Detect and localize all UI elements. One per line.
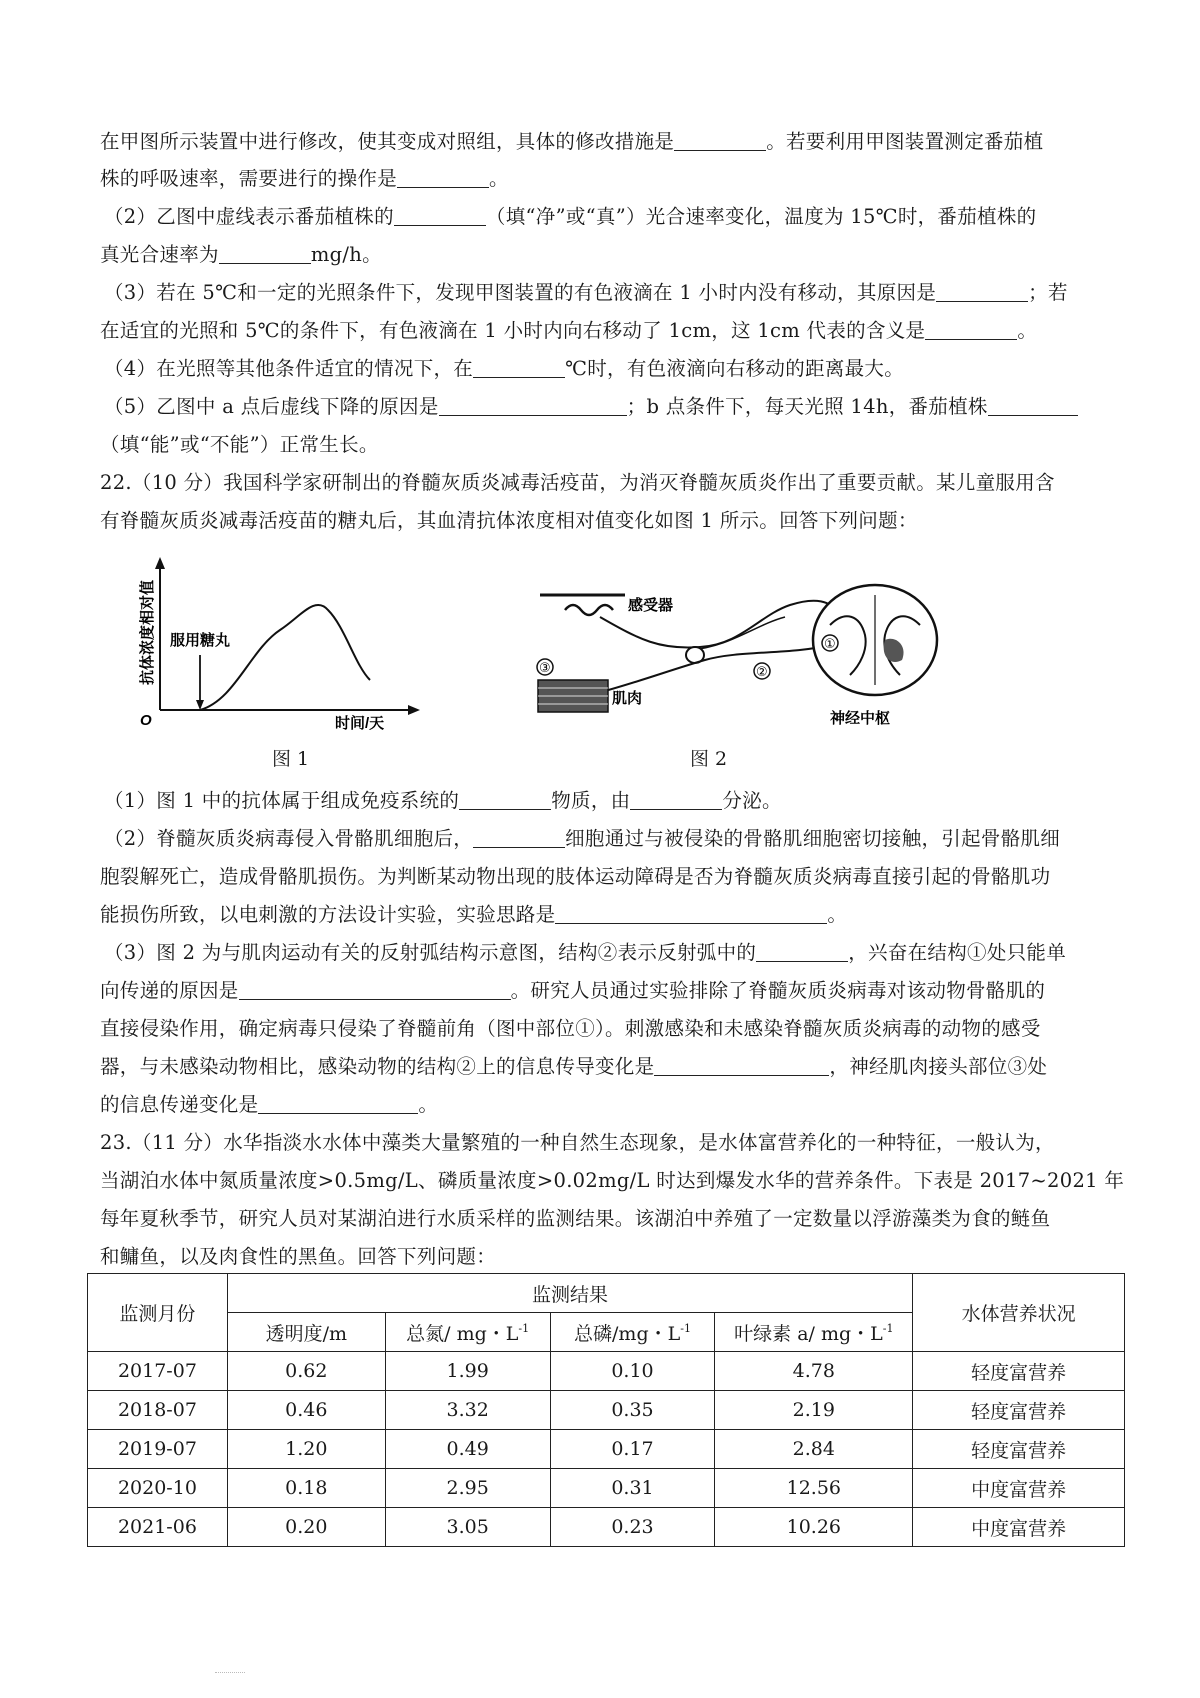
- table-row: [88, 1430, 1125, 1469]
- header-chlorophyll: [715, 1313, 913, 1352]
- header-month: 监测月份: [88, 1274, 228, 1352]
- text: 。: [489, 167, 509, 190]
- q22-part-3-cont3: [100, 1048, 1110, 1086]
- efferent-nerve: [590, 645, 830, 695]
- water-quality-table: [87, 1273, 1125, 1547]
- text: （填“净”或“真”）光合速率变化，温度为 15℃时，番茄植株的: [485, 205, 1037, 228]
- cell-phosphorus: 0.23: [550, 1508, 715, 1547]
- header-chlorophyll-text: 叶绿素 a/ mg・L: [734, 1322, 883, 1345]
- unit-exponent: -1: [680, 1321, 691, 1335]
- q22-part-1: [104, 782, 1114, 820]
- table-row: [88, 1391, 1125, 1430]
- answer-blank[interactable]: [473, 829, 565, 848]
- text: ；b 点条件下，每天光照 14h，番茄植株: [626, 395, 988, 418]
- text: （填“能”或“不能”）正常生长。: [100, 433, 379, 456]
- header-result: 监测结果: [227, 1274, 912, 1313]
- table-row: [88, 1469, 1125, 1508]
- q23-line-1: [100, 1124, 1110, 1162]
- cell-month: 2019-07: [88, 1430, 228, 1469]
- q22-part-3: [104, 934, 1114, 972]
- text: ℃时，有色液滴向右移动的距离最大。: [565, 357, 905, 380]
- answer-blank[interactable]: [654, 1057, 829, 1076]
- text: （2）脊髓灰质炎病毒侵入骨骼肌细胞后，: [104, 827, 474, 850]
- q21-part-2-cont: [100, 236, 1110, 274]
- figure-2-caption: 图 2: [690, 748, 728, 770]
- cell-month: 2021-06: [88, 1508, 228, 1547]
- q22-part-3-cont: [100, 972, 1110, 1010]
- answer-blank[interactable]: [258, 1095, 418, 1114]
- marker-1: ①: [824, 637, 836, 652]
- cell-status: 中度富营养: [913, 1469, 1125, 1508]
- unit-exponent: -1: [518, 1321, 530, 1335]
- x-axis-arrow: [408, 705, 420, 715]
- cell-month: 2018-07: [88, 1391, 228, 1430]
- cell-status: 轻度富营养: [913, 1430, 1125, 1469]
- text: ，兴奋在结构①处只能单: [848, 941, 1067, 964]
- header-nitrogen-text: 总氮/ mg・L: [406, 1322, 519, 1345]
- cell-nitrogen: 3.32: [385, 1391, 550, 1430]
- text: ，神经肌肉接头部位③处: [829, 1055, 1048, 1078]
- unit-exponent: -1: [882, 1321, 894, 1335]
- answer-blank[interactable]: [630, 791, 722, 810]
- text: 直接侵染作用，确定病毒只侵染了脊髓前角（图中部位①）。刺激感染和未感染脊髓灰质炎病毒的动物的感受: [100, 1017, 1041, 1040]
- text: 器，与未感染动物相比，感染动物的结构②上的信息传导变化是: [100, 1055, 655, 1078]
- cell-transparency: 0.20: [227, 1508, 385, 1547]
- answer-blank[interactable]: [555, 905, 827, 924]
- q22-part-3-cont2: [100, 1010, 1110, 1048]
- text: 株的呼吸速率，需要进行的操作是: [100, 167, 398, 190]
- text: mg/h。: [310, 243, 382, 266]
- cell-month: 2017-07: [88, 1352, 228, 1391]
- text: （2）乙图中虚线表示番茄植株的: [104, 205, 394, 228]
- cell-chlorophyll: 2.19: [715, 1391, 913, 1430]
- cell-phosphorus: 0.31: [550, 1469, 715, 1508]
- answer-blank[interactable]: [239, 981, 511, 1000]
- cell-transparency: 1.20: [227, 1430, 385, 1469]
- text: 有脊髓灰质炎减毒活疫苗的糖丸后，其血清抗体浓度相对值变化如图 1 所示。回答下列问题：: [100, 509, 918, 532]
- text: 。: [1017, 319, 1038, 342]
- answer-blank[interactable]: [219, 245, 311, 264]
- text: 在适宜的光照和 5℃的条件下，有色液滴在 1 小时内向右移动了 1cm，这 1cm 代表的含义是: [100, 319, 926, 342]
- q21-part-3: [104, 274, 1114, 312]
- cell-chlorophyll: 12.56: [715, 1469, 913, 1508]
- answer-blank[interactable]: [756, 943, 848, 962]
- text: （3）图 2 为与肌肉运动有关的反射弧结构示意图，结构②表示反射弧中的: [104, 941, 757, 964]
- text: 。若要利用甲图装置测定番茄植: [766, 130, 1044, 153]
- cell-status: 轻度富营养: [913, 1391, 1125, 1430]
- q21-part-2: [104, 198, 1114, 236]
- text: 在甲图所示装置中进行修改，使其变成对照组，具体的修改措施是: [100, 130, 675, 153]
- figure-1-caption: 图 1: [272, 748, 310, 770]
- q22-part-2: [104, 820, 1114, 858]
- q22-intro-2: [100, 502, 1110, 540]
- q21-part-5-cont: [100, 426, 1110, 464]
- q22-part-3-cont4: [100, 1086, 1110, 1124]
- cell-transparency: 0.46: [227, 1391, 385, 1430]
- q21-part-3-cont: [100, 312, 1110, 350]
- origin-label: O: [140, 712, 152, 729]
- x-axis-label: 时间/天: [335, 715, 385, 732]
- text: 。研究人员通过实验排除了脊髓灰质炎病毒对该动物骨骼肌的: [510, 979, 1046, 1002]
- table-row: [88, 1352, 1125, 1391]
- text: ；若: [1028, 281, 1068, 304]
- cell-phosphorus: 0.10: [550, 1352, 715, 1391]
- text: 。: [827, 903, 848, 926]
- center-label: 神经中枢: [830, 710, 891, 727]
- header-transparency: 透明度/m: [227, 1313, 385, 1352]
- cell-nitrogen: 0.49: [385, 1430, 550, 1469]
- cell-phosphorus: 0.35: [550, 1391, 715, 1430]
- text: 能损伤所致，以电刺激的方法设计实验，实验思路是: [100, 903, 556, 926]
- receptor-label: 感受器: [628, 597, 674, 614]
- text: 细胞通过与被侵染的骨骼肌细胞密切接触，引起骨骼肌细: [565, 827, 1061, 850]
- q23-line-2: [100, 1162, 1125, 1200]
- marker-2: ②: [756, 665, 768, 680]
- cell-status: 中度富营养: [913, 1508, 1125, 1547]
- answer-blank[interactable]: [394, 207, 486, 226]
- muscle-label: 肌肉: [612, 690, 643, 707]
- text: 每年夏秋季节，研究人员对某湖泊进行水质采样的监测结果。该湖泊中养殖了一定数量以浮游藻类为食的鲢鱼: [100, 1207, 1051, 1230]
- cell-chlorophyll: 2.84: [715, 1430, 913, 1469]
- header-nitrogen: [385, 1313, 550, 1352]
- table-row: [88, 1508, 1125, 1547]
- answer-blank[interactable]: [988, 397, 1078, 416]
- q22-intro-1: [100, 464, 1110, 502]
- answer-blank[interactable]: [936, 283, 1028, 302]
- answer-blank[interactable]: [459, 791, 551, 810]
- answer-blank[interactable]: [439, 397, 627, 416]
- text: 23.（11 分）水华指淡水水体中藻类大量繁殖的一种自然生态现象，是水体富营养化的一种特征，一般认为，: [100, 1131, 1055, 1154]
- answer-blank[interactable]: [473, 359, 565, 378]
- cell-chlorophyll: 10.26: [715, 1508, 913, 1547]
- header-phosphorus-text: 总磷/mg・L: [574, 1322, 681, 1345]
- cell-status: 轻度富营养: [913, 1352, 1125, 1391]
- table-header-row-1: [88, 1274, 1125, 1313]
- footer-mark: [215, 1672, 245, 1675]
- header-phosphorus: [550, 1313, 715, 1352]
- text: （4）在光照等其他条件适宜的情况下，在: [104, 357, 474, 380]
- text: 真光合速率为: [100, 243, 219, 266]
- answer-blank[interactable]: [397, 169, 489, 188]
- text: （5）乙图中 a 点后虚线下降的原因是: [104, 395, 439, 418]
- marker-3: ③: [539, 661, 551, 676]
- cell-nitrogen: 2.95: [385, 1469, 550, 1508]
- text: 向传递的原因是: [100, 979, 239, 1002]
- antibody-curve-figure: [130, 555, 430, 735]
- receptor-icon: [565, 605, 613, 615]
- text: 当湖泊水体中氮质量浓度>0.5mg/L、磷质量浓度>0.02mg/L 时达到爆发水华的营养条件。下表是 2017~2021 年: [100, 1169, 1125, 1192]
- answer-blank[interactable]: [925, 321, 1017, 340]
- annotation-label: 服用糖丸: [170, 632, 231, 649]
- table-body: [88, 1352, 1125, 1547]
- header-status: 水体营养状况: [913, 1274, 1125, 1352]
- nerve-fiber: [690, 617, 785, 650]
- text: 22.（10 分）我国科学家研制出的脊髓灰质炎减毒活疫苗，为消灭脊髓灰质炎作出了重要贡献。某儿童服用含: [100, 471, 1055, 494]
- text: 胞裂解死亡，造成骨骼肌损伤。为判断某动物出现的肢体运动障碍是否为脊髓灰质炎病毒直接引起的骨骼肌功: [100, 865, 1051, 888]
- antibody-curve: [200, 605, 370, 710]
- q23-line-3: [100, 1200, 1110, 1238]
- q21-part-5: [104, 388, 1114, 426]
- y-axis-arrow: [155, 557, 165, 569]
- cell-transparency: 0.62: [227, 1352, 385, 1391]
- q21-line-1: [100, 123, 1110, 161]
- cell-nitrogen: 3.05: [385, 1508, 550, 1547]
- cell-phosphorus: 0.17: [550, 1430, 715, 1469]
- cell-transparency: 0.18: [227, 1469, 385, 1508]
- reflex-arc-figure: [530, 555, 940, 735]
- q22-part-2-cont: [100, 858, 1110, 896]
- y-axis-label: 抗体浓度相对值: [139, 579, 156, 685]
- cell-chlorophyll: 4.78: [715, 1352, 913, 1391]
- cell-nitrogen: 1.99: [385, 1352, 550, 1391]
- text: 。: [418, 1093, 439, 1116]
- q23-line-4: [100, 1238, 1110, 1276]
- text: 的信息传递变化是: [100, 1093, 259, 1116]
- text: 物质，由: [551, 789, 631, 812]
- cell-month: 2020-10: [88, 1469, 228, 1508]
- q21-part-4: [104, 350, 1114, 388]
- text: （3）若在 5℃和一定的光照条件下，发现甲图装置的有色液滴在 1 小时内没有移动，其原因是: [104, 281, 937, 304]
- q22-part-2-cont2: [100, 896, 1110, 934]
- q21-line-2: [100, 160, 1110, 198]
- text: 分泌。: [722, 789, 782, 812]
- text: （1）图 1 中的抗体属于组成免疫系统的: [104, 789, 460, 812]
- text: 和鳙鱼，以及肉食性的黑鱼。回答下列问题：: [100, 1245, 497, 1268]
- answer-blank[interactable]: [674, 132, 766, 151]
